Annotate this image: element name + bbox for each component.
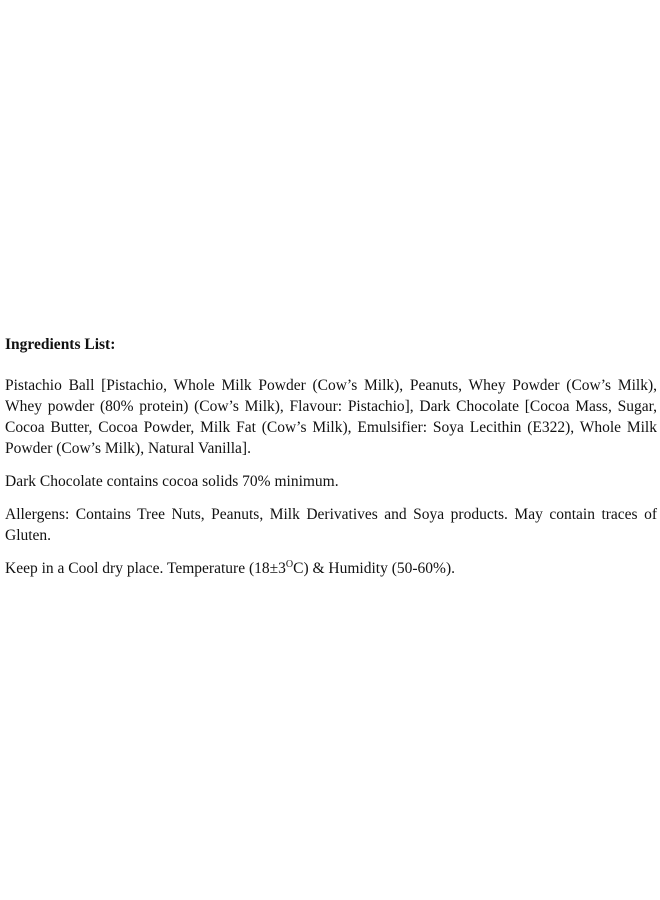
ingredients-document — [5, 334, 657, 591]
storage-text-suffix: C) & Humidity (50-60%). — [293, 560, 455, 577]
ingredients-heading: Ingredients List: — [5, 336, 116, 353]
allergens-paragraph: Allergens: Contains Tree Nuts, Peanuts, Milk Derivatives and Soya products. May contain traces of Gluten. — [5, 506, 657, 544]
ingredients-paragraph: Pistachio Ball [Pistachio, Whole Milk Powder (Cow’s Milk), Peanuts, Whey Powder (Cow’s Milk), Whey powder (80% protein) (Cow’s Milk), Flavour: Pistachio], Dark Chocolate [Cocoa Mass, Sugar, Cocoa Butter, Cocoa Powder, Milk Fat (Cow’s Milk), Emulsifier: Soya Lecithin (E322), Whole Milk Powder (Cow’s Milk), Natural Vanilla]. — [5, 377, 657, 457]
storage-text-prefix: Keep in a Cool dry place. Temperature (18±3 — [5, 560, 286, 577]
storage-instructions — [5, 558, 657, 579]
degree-mark: O — [285, 558, 294, 570]
cocoa-solids-note: Dark Chocolate contains cocoa solids 70% minimum. — [5, 473, 339, 490]
